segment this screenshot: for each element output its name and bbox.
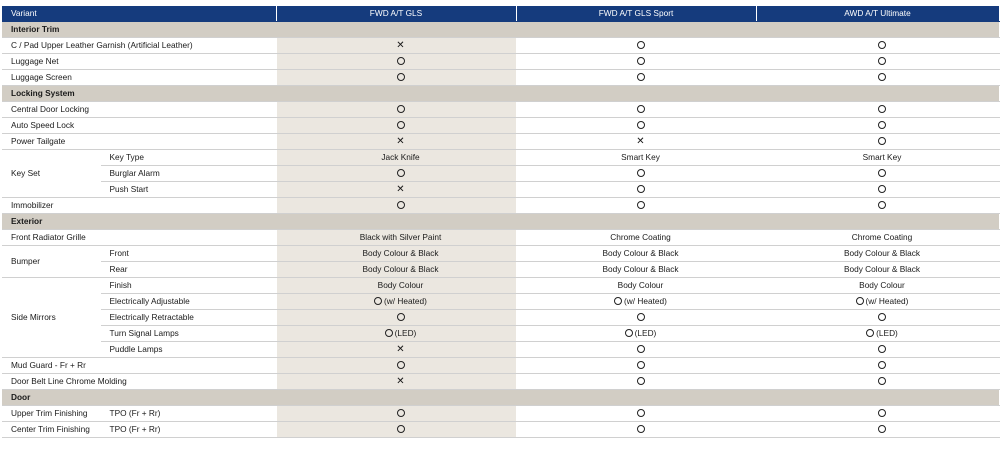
available-mark — [397, 312, 405, 322]
available-mark — [397, 56, 405, 66]
available-mark — [374, 296, 427, 306]
feature-label: Key Type — [100, 150, 276, 166]
available-mark — [856, 296, 909, 306]
not-available-mark — [396, 136, 404, 146]
value-cell — [516, 342, 756, 358]
value-cell — [516, 358, 756, 374]
table-row — [2, 422, 999, 438]
circle-icon — [637, 121, 645, 129]
table-row — [2, 70, 999, 86]
table-row — [2, 38, 999, 54]
available-mark — [637, 408, 645, 418]
available-mark — [397, 104, 405, 114]
feature-label: Central Door Locking — [2, 102, 276, 118]
value-cell — [756, 342, 999, 358]
available-mark — [637, 424, 645, 434]
section-header-door — [2, 390, 999, 406]
table-row — [2, 150, 999, 166]
value-cell — [516, 374, 756, 390]
circle-icon — [856, 297, 864, 305]
available-mark — [397, 168, 405, 178]
circle-icon — [397, 313, 405, 321]
available-mark — [637, 168, 645, 178]
not-available-mark — [636, 136, 644, 146]
available-mark — [878, 168, 886, 178]
circle-icon — [637, 425, 645, 433]
circle-icon — [878, 169, 886, 177]
table-row — [2, 198, 999, 214]
value-note: (w/ Heated) — [624, 296, 667, 306]
circle-icon — [878, 345, 886, 353]
feature-label: Luggage Screen — [2, 70, 276, 86]
circle-icon — [637, 361, 645, 369]
value-cell — [516, 278, 756, 294]
value-cell — [756, 310, 999, 326]
value-cell — [516, 150, 756, 166]
value-text: Chrome Coating — [851, 232, 913, 242]
value-cell — [756, 54, 999, 70]
section-header-interior-trim — [2, 22, 999, 38]
value-cell — [516, 246, 756, 262]
value-cell — [756, 406, 999, 422]
section-header-exterior — [2, 214, 999, 230]
circle-icon — [637, 313, 645, 321]
value-cell — [756, 182, 999, 198]
circle-icon — [878, 57, 886, 65]
value-cell — [516, 38, 756, 54]
value-text: Body Colour & Black — [602, 264, 679, 274]
value-cell — [276, 374, 516, 390]
cross-icon: ✕ — [396, 376, 405, 387]
available-mark — [637, 344, 645, 354]
group-label-side-mirrors: Side Mirrors — [2, 278, 100, 358]
cross-icon: ✕ — [396, 40, 405, 51]
circle-icon — [385, 329, 393, 337]
value-text: Smart Key — [621, 152, 660, 162]
variant-fwd-gls-sport-header: FWD A/T GLS Sport — [516, 6, 756, 22]
available-mark — [397, 360, 405, 370]
feature-label: Front — [100, 246, 276, 262]
value-cell — [756, 326, 999, 342]
value-cell — [756, 422, 999, 438]
available-mark — [397, 424, 405, 434]
value-cell — [756, 150, 999, 166]
feature-sub-label: TPO (Fr + Rr) — [100, 406, 276, 422]
available-mark — [637, 72, 645, 82]
value-cell — [516, 54, 756, 70]
table-row — [2, 118, 999, 134]
value-cell — [756, 358, 999, 374]
circle-icon — [637, 105, 645, 113]
value-cell — [276, 134, 516, 150]
available-mark — [878, 376, 886, 386]
value-cell — [276, 182, 516, 198]
table-row — [2, 358, 999, 374]
circle-icon — [637, 57, 645, 65]
value-cell — [516, 310, 756, 326]
variant-fwd-gls-header: FWD A/T GLS — [276, 6, 516, 22]
available-mark — [878, 312, 886, 322]
value-cell — [756, 262, 999, 278]
available-mark — [866, 328, 898, 338]
feature-label: C / Pad Upper Leather Garnish (Artificial Leather) — [2, 38, 276, 54]
value-text: Jack Knife — [381, 152, 420, 162]
circle-icon — [878, 41, 886, 49]
value-text: Body Colour & Black — [843, 248, 921, 258]
value-cell — [276, 358, 516, 374]
value-cell — [276, 326, 516, 342]
circle-icon — [878, 377, 886, 385]
cross-icon: ✕ — [396, 184, 405, 195]
value-cell — [276, 198, 516, 214]
cross-icon: ✕ — [636, 136, 645, 147]
feature-sub-label: TPO (Fr + Rr) — [100, 422, 276, 438]
available-mark — [637, 360, 645, 370]
header-row — [2, 6, 999, 22]
feature-label: Door Belt Line Chrome Molding — [2, 374, 276, 390]
circle-icon — [878, 409, 886, 417]
circle-icon — [878, 73, 886, 81]
circle-icon — [878, 105, 886, 113]
value-cell — [756, 70, 999, 86]
value-cell — [516, 230, 756, 246]
variant-awd-ultimate-header: AWD A/T Ultimate — [756, 6, 999, 22]
available-mark — [878, 104, 886, 114]
circle-icon — [637, 377, 645, 385]
available-mark — [637, 40, 645, 50]
table-row — [2, 102, 999, 118]
available-mark — [878, 184, 886, 194]
feature-label: Front Radiator Grille — [2, 230, 276, 246]
value-text: Smart Key — [862, 152, 902, 162]
value-cell — [276, 166, 516, 182]
value-cell — [516, 262, 756, 278]
value-note: (w/ Heated) — [865, 296, 909, 306]
circle-icon — [397, 73, 405, 81]
available-mark — [397, 200, 405, 210]
value-text: Body Colour — [859, 280, 905, 290]
specification-body — [2, 22, 999, 438]
available-mark — [637, 120, 645, 130]
available-mark — [878, 408, 886, 418]
available-mark — [878, 120, 886, 130]
circle-icon — [374, 297, 382, 305]
available-mark — [878, 200, 886, 210]
table-row — [2, 166, 999, 182]
value-cell — [756, 198, 999, 214]
available-mark — [625, 328, 657, 338]
value-cell — [276, 54, 516, 70]
table-row — [2, 246, 999, 262]
table-row — [2, 182, 999, 198]
table-row — [2, 54, 999, 70]
section-title: Door — [2, 390, 999, 406]
value-text: Body Colour & Black — [843, 264, 921, 274]
value-cell — [516, 70, 756, 86]
circle-icon — [397, 425, 405, 433]
circle-icon — [878, 425, 886, 433]
available-mark — [397, 72, 405, 82]
table-row — [2, 374, 999, 390]
value-cell — [276, 406, 516, 422]
value-cell — [276, 294, 516, 310]
value-cell — [276, 38, 516, 54]
value-cell — [516, 102, 756, 118]
table-row — [2, 310, 999, 326]
value-cell — [516, 118, 756, 134]
available-mark — [397, 408, 405, 418]
feature-label: Immobilizer — [2, 198, 276, 214]
available-mark — [637, 184, 645, 194]
value-cell — [756, 278, 999, 294]
circle-icon — [625, 329, 633, 337]
table-row — [2, 278, 999, 294]
group-label-bumper: Bumper — [2, 246, 100, 278]
specification-table — [2, 6, 1000, 438]
available-mark — [397, 120, 405, 130]
value-cell — [276, 246, 516, 262]
circle-icon — [637, 73, 645, 81]
available-mark — [878, 344, 886, 354]
value-text: Body Colour & Black — [602, 248, 679, 258]
value-cell — [756, 294, 999, 310]
section-title: Exterior — [2, 214, 999, 230]
available-mark — [637, 312, 645, 322]
feature-label: Rear — [100, 262, 276, 278]
available-mark — [878, 136, 886, 146]
value-cell — [276, 310, 516, 326]
feature-label: Luggage Net — [2, 54, 276, 70]
value-cell — [276, 422, 516, 438]
value-cell — [276, 262, 516, 278]
available-mark — [878, 56, 886, 66]
circle-icon — [637, 345, 645, 353]
value-cell — [276, 70, 516, 86]
circle-icon — [397, 361, 405, 369]
value-cell — [756, 38, 999, 54]
cross-icon: ✕ — [396, 136, 405, 147]
circle-icon — [878, 313, 886, 321]
value-cell — [276, 342, 516, 358]
available-mark — [637, 376, 645, 386]
circle-icon — [397, 409, 405, 417]
circle-icon — [397, 121, 405, 129]
available-mark — [878, 72, 886, 82]
circle-icon — [878, 201, 886, 209]
value-text: Chrome Coating — [610, 232, 671, 242]
value-cell — [276, 150, 516, 166]
value-cell — [276, 102, 516, 118]
not-available-mark — [396, 184, 404, 194]
cross-icon: ✕ — [396, 344, 405, 355]
section-title: Interior Trim — [2, 22, 999, 38]
table-row — [2, 294, 999, 310]
value-note: (LED) — [394, 328, 417, 338]
value-cell — [276, 118, 516, 134]
circle-icon — [878, 137, 886, 145]
feature-label: Power Tailgate — [2, 134, 276, 150]
value-cell — [516, 422, 756, 438]
value-cell — [516, 182, 756, 198]
value-cell — [756, 230, 999, 246]
value-cell — [756, 246, 999, 262]
circle-icon — [878, 185, 886, 193]
circle-icon — [637, 185, 645, 193]
not-available-mark — [396, 344, 404, 354]
circle-icon — [878, 361, 886, 369]
value-cell — [756, 374, 999, 390]
value-cell — [756, 102, 999, 118]
variant-header: Variant — [2, 6, 276, 22]
value-cell — [756, 118, 999, 134]
value-cell — [516, 166, 756, 182]
feature-label: Auto Speed Lock — [2, 118, 276, 134]
circle-icon — [866, 329, 874, 337]
circle-icon — [614, 297, 622, 305]
section-header-locking-system — [2, 86, 999, 102]
circle-icon — [637, 41, 645, 49]
feature-label: Center Trim Finishing — [2, 422, 100, 438]
available-mark — [637, 56, 645, 66]
table-row — [2, 406, 999, 422]
table-row — [2, 134, 999, 150]
value-cell — [756, 166, 999, 182]
table-row — [2, 342, 999, 358]
feature-label: Mud Guard - Fr + Rr — [2, 358, 276, 374]
circle-icon — [397, 57, 405, 65]
available-mark — [614, 296, 667, 306]
available-mark — [878, 360, 886, 370]
value-note: (LED) — [876, 328, 898, 338]
available-mark — [637, 200, 645, 210]
value-text: Body Colour — [377, 280, 424, 290]
section-title: Locking System — [2, 86, 999, 102]
available-mark — [637, 104, 645, 114]
not-available-mark — [396, 40, 404, 50]
feature-label: Push Start — [100, 182, 276, 198]
feature-label: Electrically Retractable — [100, 310, 276, 326]
table-row — [2, 230, 999, 246]
not-available-mark — [396, 376, 404, 386]
circle-icon — [637, 201, 645, 209]
available-mark — [385, 328, 417, 338]
feature-label: Burglar Alarm — [100, 166, 276, 182]
table-row — [2, 262, 999, 278]
available-mark — [878, 424, 886, 434]
value-cell — [276, 278, 516, 294]
value-cell — [516, 134, 756, 150]
value-note: (w/ Heated) — [384, 296, 427, 306]
value-cell — [516, 198, 756, 214]
value-text: Body Colour — [617, 280, 664, 290]
circle-icon — [637, 169, 645, 177]
value-cell — [516, 326, 756, 342]
circle-icon — [878, 121, 886, 129]
value-cell — [516, 406, 756, 422]
circle-icon — [397, 201, 405, 209]
circle-icon — [637, 409, 645, 417]
feature-label: Finish — [100, 278, 276, 294]
value-cell — [276, 230, 516, 246]
value-note: (LED) — [634, 328, 657, 338]
feature-label: Turn Signal Lamps — [100, 326, 276, 342]
available-mark — [878, 40, 886, 50]
value-cell — [516, 294, 756, 310]
value-cell — [756, 134, 999, 150]
circle-icon — [397, 169, 405, 177]
feature-label: Electrically Adjustable — [100, 294, 276, 310]
value-text: Black with Silver Paint — [359, 232, 442, 242]
feature-label: Upper Trim Finishing — [2, 406, 100, 422]
value-text: Body Colour & Black — [362, 248, 439, 258]
table-row — [2, 326, 999, 342]
feature-label: Puddle Lamps — [100, 342, 276, 358]
group-label-key-set: Key Set — [2, 150, 100, 198]
value-text: Body Colour & Black — [362, 264, 439, 274]
circle-icon — [397, 105, 405, 113]
